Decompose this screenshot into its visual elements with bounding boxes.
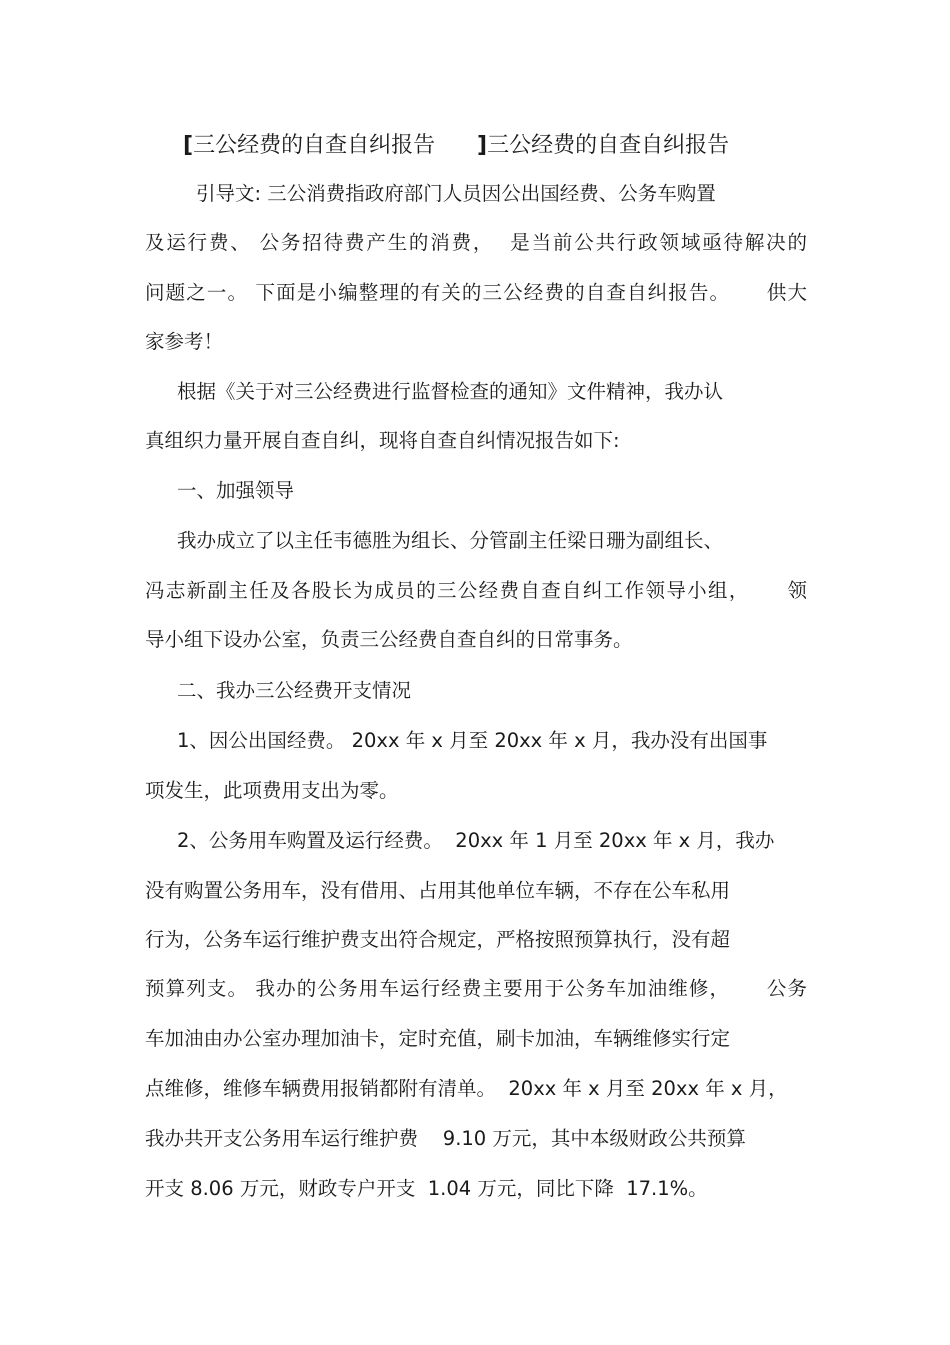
- title-part2: 三公经费的自查自纠报告: [487, 133, 730, 158]
- para-leadership-line-3: 导小组下设办公室，负责三公经费自查自纠的日常事务。: [145, 628, 633, 651]
- intro-line-4: 家参考！: [145, 330, 224, 353]
- item2-line-1: 2、公务用车购置及运行经费。 20xx 年 1 月至 20xx 年 x 月，我办: [177, 829, 775, 852]
- section-heading-2: 二、我办三公经费开支情况: [177, 679, 412, 702]
- item2-line-6: 点维修，维修车辆费用报销都附有清单。 20xx 年 x 月至 20xx 年 x 月，: [145, 1077, 788, 1100]
- item2-line-3: 行为，公务车运行维护费支出符合规定，严格按照预算执行，没有超: [145, 928, 731, 951]
- section-heading-1: 一、加强领导: [177, 479, 295, 502]
- item2-line-2: 没有购置公务用车，没有借用、占用其他单位车辆，不存在公车私用: [145, 879, 731, 902]
- item1-line-2: 项发生，此项费用支出为零。: [145, 779, 399, 802]
- title-part1: 三公经费的自查自纠报告: [193, 133, 436, 158]
- document-title: [183, 128, 729, 159]
- title-open-bracket: [: [183, 133, 194, 158]
- intro-line-2: 及运行费、 公务招待费产生的消费， 是当前公共行政领域亟待解决的: [145, 231, 807, 254]
- para-leadership-line-1: 我办成立了以主任韦德胜为组长、分管副主任梁日珊为副组长、: [177, 529, 724, 552]
- item2-line-4: 预算列支。 我办的公务用车运行经费主要用于公务车加油维修， 公务: [145, 977, 807, 1000]
- title-close-bracket: ]: [477, 133, 488, 158]
- para-leadership-line-2: 冯志新副主任及各股长为成员的三公经费自查自纠工作领导小组， 领: [145, 579, 807, 602]
- intro-line-3: 问题之一。 下面是小编整理的有关的三公经费的自查自纠报告。 供大: [145, 281, 807, 304]
- para-basis-line-2: 真组织力量开展自查自纠，现将自查自纠情况报告如下:: [145, 429, 620, 452]
- intro-line-1: 引导文: 三公消费指政府部门人员因公出国经费、公务车购置: [196, 182, 716, 205]
- item2-line-7: 我办共开支公务用车运行维护费 9.10 万元，其中本级财政公共预算: [145, 1127, 746, 1150]
- item1-line-1: 1、因公出国经费。 20xx 年 x 月至 20xx 年 x 月，我办没有出国事: [177, 729, 768, 752]
- para-basis-line-1: 根据《关于对三公经费进行监督检查的通知》文件精神，我办认: [177, 380, 724, 403]
- item2-line-5: 车加油由办公室办理加油卡，定时充值，刷卡加油，车辆维修实行定: [145, 1027, 731, 1050]
- item2-line-8: 开支 8.06 万元，财政专户开支 1.04 万元，同比下降 17.1%。: [145, 1177, 708, 1200]
